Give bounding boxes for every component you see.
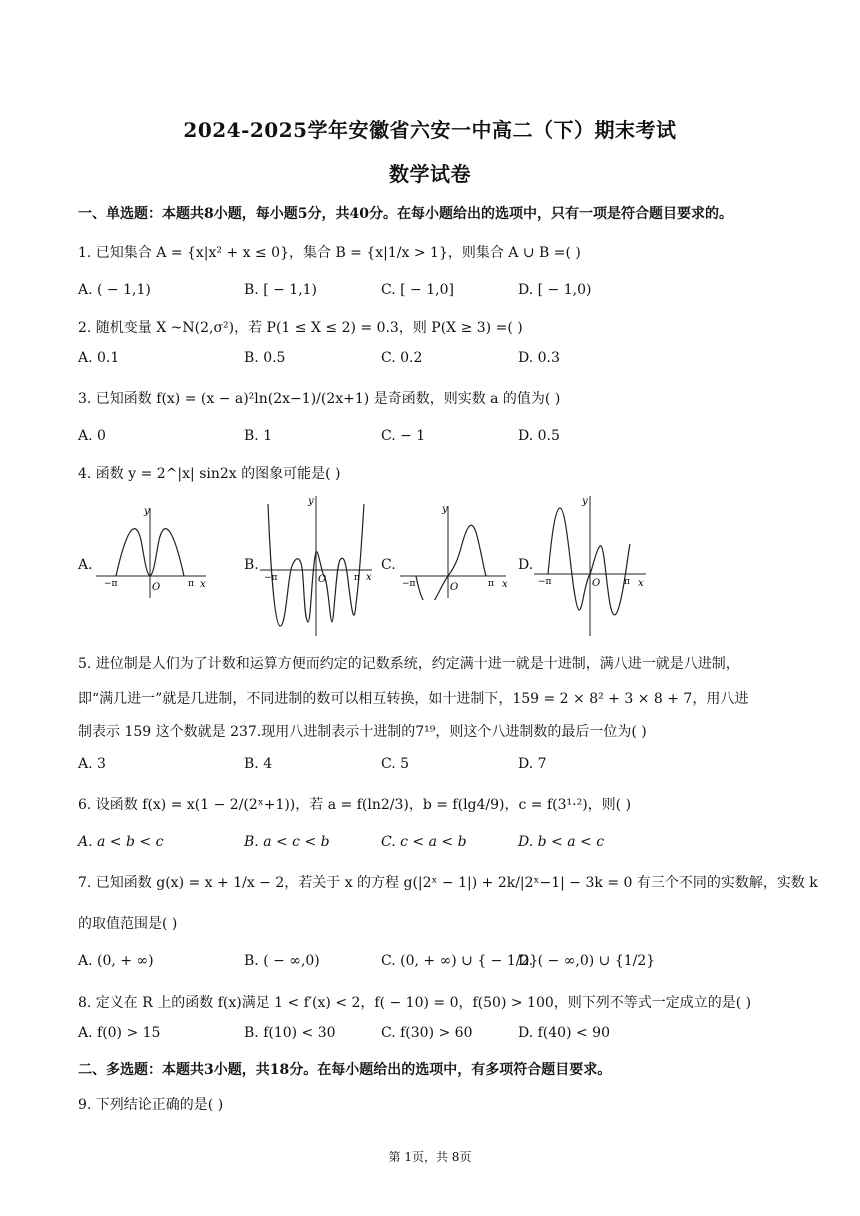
option-c: C. [ − 1,0] [381, 282, 454, 298]
option-d: D. 0.5 [518, 428, 560, 444]
question-5-stem-line-1: 5. 进位制是人们为了计数和运算方便而约定的记数系统，约定满十进一就是十进制，满八进一就是八进制， [78, 656, 740, 672]
origin-label: O [152, 582, 161, 593]
neg-pi-label: −π [538, 577, 552, 587]
y-axis-label: y [308, 496, 314, 507]
question-4-stem: 4. 函数 y = 2^|x| sin2x 的图象可能是( ) [78, 466, 341, 482]
x-axis-label: x [200, 579, 206, 590]
section-2-heading: 二、多选题：本题共3小题，共18分。在每小题给出的选项中，有多项符合题目要求。 [78, 1062, 612, 1078]
question-7-stem-line-1: 7. 已知函数 g(x) = x + 1/x − 2，若关于 x 的方程 g(|2ˣ − 1|) + 2k/|2ˣ−1| − 3k = 0 有三个不同的实数解，实数 k [78, 875, 818, 891]
option-a-label: A. [78, 557, 93, 573]
x-axis-label: x [502, 579, 508, 590]
neg-pi-label: −π [264, 573, 278, 583]
graph-option-a [94, 500, 212, 600]
option-d: D. 0.3 [518, 350, 560, 366]
option-c: C. 5 [381, 756, 410, 772]
option-b: B. f(10) < 30 [244, 1025, 336, 1041]
option-d-label: D. [518, 557, 534, 573]
y-axis-label: y [582, 496, 588, 507]
option-a: A. 3 [78, 756, 106, 772]
option-d: D. [ − 1,0) [518, 282, 592, 298]
origin-label: O [318, 574, 327, 585]
question-5-stem-line-2: 即“满几进一”就是几进制，不同进制的数可以相互转换，如十进制下，159 = 2 × 8² + 3 × 8 + 7，用八进 [78, 691, 749, 707]
pi-label: π [624, 577, 630, 587]
option-c: C. f(30) > 60 [381, 1025, 473, 1041]
question-3-stem: 3. 已知函数 f(x) = (x − a)²ln(2x−1)/(2x+1) 是奇函数，则实数 a 的值为( ) [78, 391, 561, 407]
graph-option-d [532, 494, 650, 639]
question-9-stem: 9. 下列结论正确的是( ) [78, 1097, 224, 1113]
origin-label: O [592, 578, 601, 589]
pi-label: π [188, 579, 194, 589]
option-a: A. f(0) > 15 [78, 1025, 161, 1041]
option-b: B. ( − ∞,0) [244, 953, 320, 969]
option-c: C. (0, + ∞) ∪ { − 1/2} [381, 953, 539, 969]
option-d: D. b < a < c [518, 834, 605, 850]
option-b: B. 1 [244, 428, 273, 444]
option-a: A. (0, + ∞) [78, 953, 154, 969]
option-b: B. 0.5 [244, 350, 286, 366]
x-axis-label: x [366, 572, 372, 583]
exam-title: 2024-2025学年安徽省六安一中高二（下）期末考试 [183, 118, 677, 142]
page-footer: 第 1页，共 8页 [388, 1150, 472, 1164]
option-d: D. ( − ∞,0) ∪ {1/2} [518, 953, 656, 969]
option-a: A. 0 [78, 428, 106, 444]
question-8-stem: 8. 定义在 R 上的函数 f(x)满足 1 < f′(x) < 2，f( − 10) = 0，f(50) > 100，则下列不等式一定成立的是( ) [78, 995, 752, 1011]
y-axis-label: y [144, 506, 150, 517]
neg-pi-label: −π [402, 579, 416, 589]
graph-option-c [398, 500, 510, 600]
option-a: A. 0.1 [78, 350, 120, 366]
graph-option-b [258, 494, 380, 639]
question-6-stem: 6. 设函数 f(x) = x(1 − 2/(2ˣ+1))，若 a = f(ln2/3)，b = f(lg4/9)，c = f(3¹·²)，则( ) [78, 797, 632, 813]
section-1-heading: 一、单选题：本题共8小题，每小题5分，共40分。在每小题给出的选项中，只有一项是符合题目要求的。 [78, 206, 733, 222]
question-7-stem-line-2: 的取值范围是( ) [78, 916, 178, 932]
option-a: A. a < b < c [78, 834, 164, 850]
x-axis-label: x [638, 578, 644, 589]
pi-label: π [488, 579, 494, 589]
y-axis-label: y [442, 504, 448, 515]
question-2-stem: 2. 随机变量 X ~N(2,σ²)，若 P(1 ≤ X ≤ 2) = 0.3，则 P(X ≥ 3) =( ) [78, 320, 523, 336]
option-a: A. ( − 1,1) [78, 282, 151, 298]
option-b: B. 4 [244, 756, 273, 772]
option-b-label: B. [244, 557, 259, 573]
option-b: B. [ − 1,1) [244, 282, 318, 298]
option-c-label: C. [381, 557, 396, 573]
option-c: C. c < a < b [381, 834, 467, 850]
origin-label: O [450, 582, 459, 593]
neg-pi-label: −π [104, 579, 118, 589]
question-5-stem-line-3: 制表示 159 这个数就是 237.现用八进制表示十进制的7¹⁹，则这个八进制数的最后一位为( ) [78, 724, 647, 740]
exam-subtitle: 数学试卷 [389, 162, 471, 186]
question-1-stem: 1. 已知集合 A = {x|x² + x ≤ 0}，集合 B = {x|1/x > 1}，则集合 A ∪ B =( ) [78, 245, 581, 261]
option-b: B. a < c < b [244, 834, 330, 850]
option-d: D. 7 [518, 756, 547, 772]
pi-label: π [354, 573, 360, 583]
option-d: D. f(40) < 90 [518, 1025, 610, 1041]
option-c: C. − 1 [381, 428, 426, 444]
option-c: C. 0.2 [381, 350, 423, 366]
